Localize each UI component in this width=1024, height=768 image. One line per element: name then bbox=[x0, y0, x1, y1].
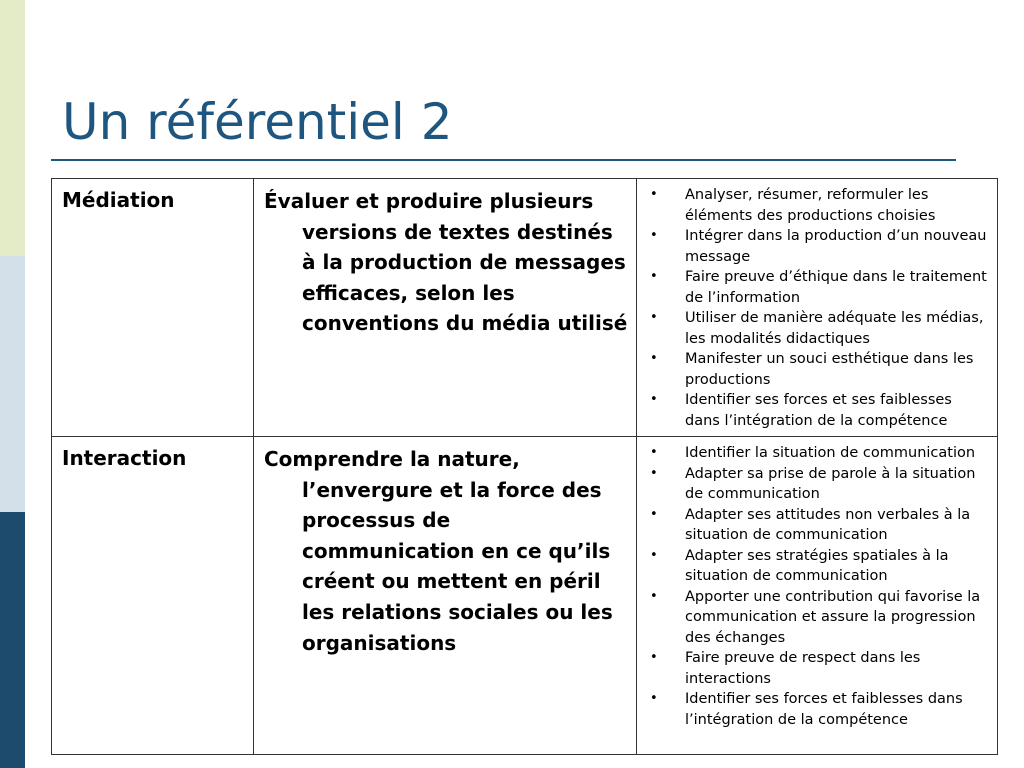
competence-cell bbox=[254, 437, 637, 755]
criteria-item bbox=[647, 308, 989, 349]
bullet-icon: • bbox=[650, 228, 658, 243]
bullet-icon: • bbox=[650, 269, 658, 284]
table-row-mediation bbox=[52, 179, 998, 437]
criteria-item bbox=[647, 464, 989, 505]
criteria-item bbox=[647, 443, 989, 464]
criteria-text: Identifier ses forces et ses faiblesses dans l’intégration de la compétence bbox=[685, 392, 952, 429]
domain-label: Interaction bbox=[62, 446, 187, 470]
criteria-text: Identifier la situation de communication bbox=[685, 445, 976, 461]
sidebar-accent-top bbox=[0, 0, 25, 256]
criteria-text: Apporter une contribution qui favorise la communication et assure la progression des échanges bbox=[685, 588, 981, 646]
criteria-item bbox=[647, 185, 989, 226]
criteria-text: Adapter ses stratégies spatiales à la situation de communication bbox=[685, 547, 949, 584]
domain-cell bbox=[52, 437, 254, 755]
competence-cell bbox=[254, 179, 637, 437]
criteria-text: Faire preuve de respect dans les interactions bbox=[685, 650, 921, 687]
criteria-item bbox=[647, 587, 989, 649]
criteria-text: Identifier ses forces et faiblesses dans l’intégration de la compétence bbox=[685, 691, 963, 728]
criteria-item bbox=[647, 505, 989, 546]
criteria-list bbox=[647, 443, 989, 730]
slide-title: Un référentiel 2 bbox=[62, 93, 453, 151]
criteria-text: Adapter ses attitudes non verbales à la situation de communication bbox=[685, 506, 971, 543]
criteria-item bbox=[647, 689, 989, 730]
sidebar-accent-middle bbox=[0, 256, 25, 512]
bullet-icon: • bbox=[650, 650, 658, 665]
criteria-text: Analyser, résumer, reformuler les éléments des productions choisies bbox=[685, 187, 936, 224]
criteria-text: Manifester un souci esthétique dans les productions bbox=[685, 351, 974, 388]
criteria-item bbox=[647, 648, 989, 689]
title-divider bbox=[51, 159, 956, 161]
criteria-item bbox=[647, 349, 989, 390]
domain-cell bbox=[52, 179, 254, 437]
criteria-text: Intégrer dans la production d’un nouveau message bbox=[685, 228, 987, 265]
criteria-item bbox=[647, 267, 989, 308]
referential-table bbox=[51, 178, 998, 755]
bullet-icon: • bbox=[650, 351, 658, 366]
competence-text: Évaluer et produire plusieurs versions de textes destinés à la production de messages efficaces, selon les conventions du média utilisé bbox=[264, 189, 628, 336]
criteria-text: Adapter sa prise de parole à la situation de communication bbox=[685, 465, 976, 502]
bullet-icon: • bbox=[650, 547, 658, 563]
bullet-icon: • bbox=[650, 588, 658, 604]
table-row-interaction bbox=[52, 437, 998, 755]
bullet-icon: • bbox=[650, 465, 658, 481]
criteria-item bbox=[647, 390, 989, 431]
criteria-text: Faire preuve d’éthique dans le traitement de l’information bbox=[685, 269, 987, 306]
bullet-icon: • bbox=[650, 187, 658, 202]
bullet-icon: • bbox=[650, 392, 658, 407]
sidebar-accent-bottom bbox=[0, 512, 25, 768]
bullet-icon: • bbox=[650, 506, 658, 522]
bullet-icon: • bbox=[650, 310, 658, 325]
domain-label: Médiation bbox=[62, 188, 175, 212]
criteria-text: Utiliser de manière adéquate les médias, les modalités didactiques bbox=[685, 310, 984, 347]
bullet-icon: • bbox=[650, 691, 658, 706]
criteria-cell bbox=[637, 437, 998, 755]
bullet-icon: • bbox=[650, 445, 658, 460]
criteria-cell bbox=[637, 179, 998, 437]
competence-text: Comprendre la nature, l’envergure et la force des processus de communication en ce qu’ils créent ou mettent en péril les relations sociales ou les organisations bbox=[264, 447, 613, 655]
criteria-list bbox=[647, 185, 989, 431]
criteria-item bbox=[647, 546, 989, 587]
criteria-item bbox=[647, 226, 989, 267]
